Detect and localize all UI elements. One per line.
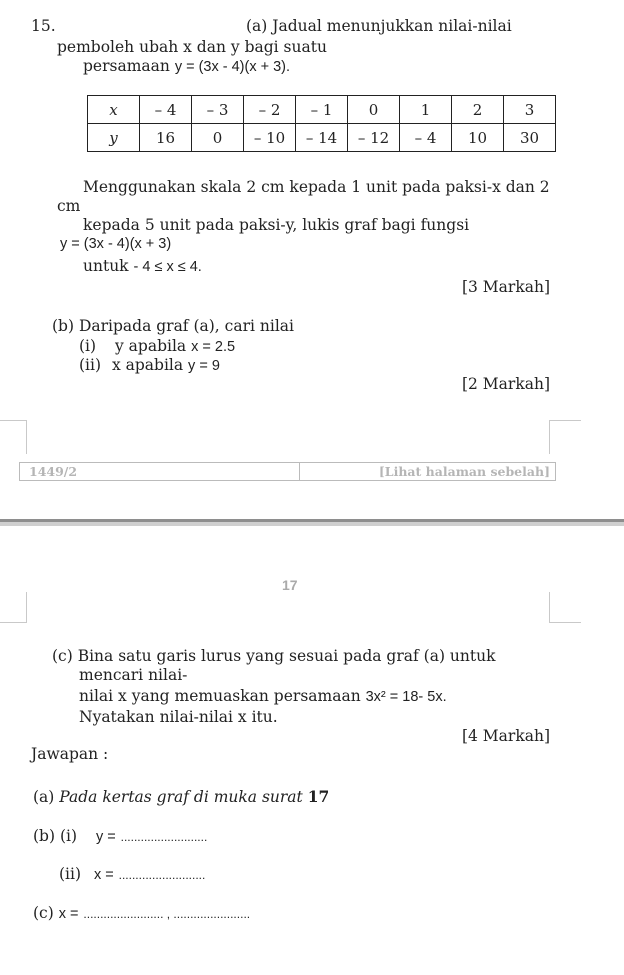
table-cell: – 2 [244, 96, 296, 124]
b-ii-equation: y = 9 [188, 358, 220, 374]
part-a-intro-line2: pemboleh ubah x dan y bagi suatu [57, 38, 327, 56]
page-separator-shadow [0, 522, 624, 526]
intro-prefix: persamaan [83, 57, 170, 75]
crop-mark [26, 592, 27, 623]
table-cell: – 4 [140, 96, 192, 124]
table-header-y: y [88, 124, 140, 152]
crop-mark [549, 622, 581, 623]
crop-mark [549, 420, 581, 421]
answer-a [33, 787, 329, 807]
answer-a-page: 17 [307, 787, 330, 806]
crop-mark [549, 592, 550, 623]
part-c-line1: (c) Bina satu garis lurus yang sesuai pada graf (a) untuk [52, 647, 496, 665]
table-cell: 0 [192, 124, 244, 152]
marks-c: [4 Markah] [461, 727, 550, 745]
crop-mark [26, 420, 27, 454]
table-row-y [88, 124, 556, 152]
table-row-x [88, 96, 556, 124]
crop-mark [0, 622, 26, 623]
range-equation: - 4 ≤ x ≤ 4. [133, 259, 202, 275]
equation: y = (3x - 4)(x + 3). [174, 59, 291, 75]
range-prefix: untuk [83, 257, 129, 275]
paper-code: 1449/2 [20, 463, 300, 480]
part-c-line4: Nyatakan nilai-nilai x itu. [79, 708, 278, 726]
marks-a: [3 Markah] [461, 278, 550, 296]
part-c-line3 [79, 687, 447, 707]
answer-b-ii-var: x = [93, 867, 114, 883]
c-equation: 3x² = 18- 5x. [365, 689, 447, 705]
table-cell: 16 [140, 124, 192, 152]
table-cell: – 14 [296, 124, 348, 152]
answer-b-ii-label: (ii) [59, 865, 82, 883]
page-number: 17 [282, 577, 298, 593]
answer-b-ii-blank[interactable]: .......................... [118, 868, 206, 882]
next-page-note: [Lihat halaman sebelah] [378, 464, 550, 479]
function-equation: y = (3x - 4)(x + 3) [60, 236, 172, 252]
b-i-label: (i) [79, 337, 97, 355]
answer-b-i-label: (b) (i) [33, 827, 77, 845]
crop-mark [0, 420, 26, 421]
part-a-intro-line3 [83, 57, 290, 77]
answer-c-label: (c) [33, 904, 54, 922]
answer-c-var: x = [58, 906, 79, 922]
part-b-intro: (b) Daripada graf (a), cari nilai [52, 317, 294, 335]
range-line [83, 257, 202, 277]
b-i-text: y apabila [115, 337, 187, 355]
table-cell: 3 [504, 96, 556, 124]
b-ii-label: (ii) [79, 356, 102, 374]
answer-a-label: (a) [33, 788, 55, 806]
table-cell: 1 [400, 96, 452, 124]
instruction-line2: cm [57, 197, 81, 215]
values-table [87, 95, 556, 152]
c-line3-prefix: nilai x yang memuaskan persamaan [79, 687, 361, 705]
part-b-i [79, 337, 235, 357]
part-a-intro-line1: (a) Jadual menunjukkan nilai-nilai [246, 17, 512, 35]
answer-a-text: Pada kertas graf di muka surat [59, 788, 303, 806]
b-ii-text: x apabila [111, 356, 184, 374]
table-cell: – 3 [192, 96, 244, 124]
table-cell: – 4 [400, 124, 452, 152]
table-cell: 0 [348, 96, 400, 124]
instruction-line3: kepada 5 unit pada paksi-y, lukis graf bagi fungsi [83, 216, 470, 234]
answer-c [33, 904, 250, 924]
b-i-equation: x = 2.5 [191, 339, 236, 355]
instruction-line1: Menggunakan skala 2 cm kepada 1 unit pada paksi-x dan 2 [83, 178, 550, 196]
marks-b: [2 Markah] [461, 375, 550, 393]
answer-title: Jawapan : [31, 745, 109, 763]
part-b-ii [79, 356, 220, 376]
answer-c-blank[interactable]: ........................ , ....................... [83, 907, 251, 921]
crop-mark [549, 420, 550, 454]
question-number: 15. [31, 17, 56, 35]
table-cell: 2 [452, 96, 504, 124]
page-footer [19, 462, 556, 481]
answer-b-ii [59, 865, 205, 885]
table-cell: 30 [504, 124, 556, 152]
answer-b-i [33, 827, 207, 847]
table-cell: 10 [452, 124, 504, 152]
table-header-x: x [88, 96, 140, 124]
table-cell: – 10 [244, 124, 296, 152]
table-cell: – 12 [348, 124, 400, 152]
answer-b-i-blank[interactable]: .......................... [120, 830, 208, 844]
part-c-line2: mencari nilai- [79, 666, 188, 684]
table-cell: – 1 [296, 96, 348, 124]
answer-b-i-var: y = [95, 829, 116, 845]
